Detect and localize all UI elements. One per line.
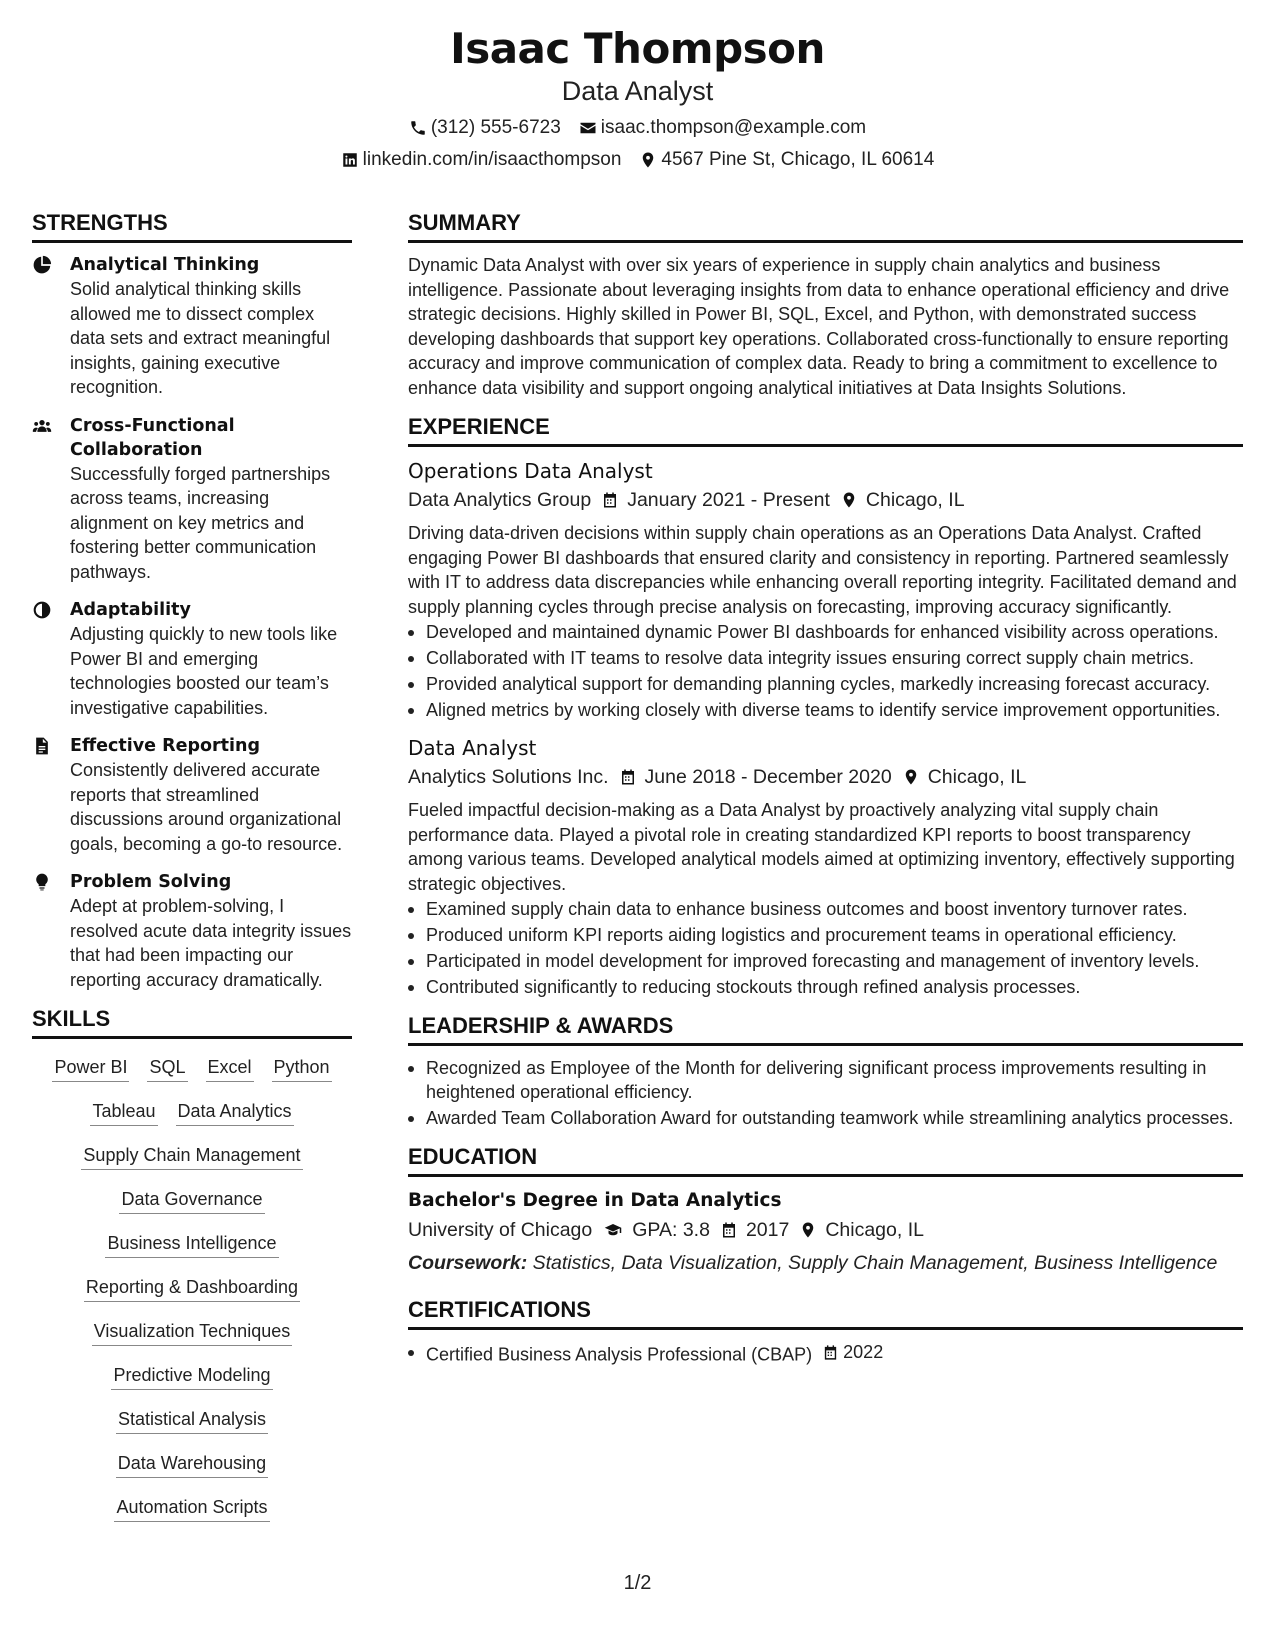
job-meta: [408, 762, 1243, 792]
phone-contact: [409, 116, 561, 140]
phone-text: (312) 555-6723: [430, 117, 561, 138]
contact-row-1: [0, 116, 1275, 140]
summary-heading: SUMMARY: [408, 210, 1243, 243]
company-name: Analytics Solutions Inc.: [408, 766, 609, 788]
strength-description: Solid analytical thinking skills allowed me to dissect complex data sets and extract meaningful insights, gaining executive recognition.: [70, 279, 331, 397]
job-bullet: Provided analytical support for demanding planning cycles, markedly increasing forecast accuracy.: [408, 672, 1243, 696]
skill-tag: Reporting & Dashboarding: [84, 1275, 300, 1302]
job-bullet: Participated in model development for improved forecasting and management of inventory levels.: [408, 949, 1243, 973]
skill-tag: Python: [272, 1055, 332, 1082]
graduation-year: 2017: [745, 1219, 790, 1241]
lightbulb-icon: [32, 872, 52, 892]
strengths-heading: STRENGTHS: [32, 210, 352, 243]
strength-item: [32, 414, 352, 585]
skill-tag: Data Governance: [119, 1187, 264, 1214]
map-marker-icon: [639, 151, 657, 169]
calendar-icon: [822, 1344, 839, 1361]
map-marker-icon: [799, 1221, 817, 1239]
job-location: Chicago, IL: [927, 766, 1027, 788]
skill-tag: Excel: [206, 1055, 254, 1082]
school-name: University of Chicago: [408, 1219, 593, 1241]
right-column: [408, 210, 1243, 1369]
contact-row-2: [0, 148, 1275, 172]
skill-tag: Predictive Modeling: [111, 1363, 272, 1390]
education-entry: [408, 1187, 1243, 1275]
address-text: 4567 Pine St, Chicago, IL 60614: [661, 149, 935, 170]
leadership-bullets: [408, 1056, 1243, 1130]
calendar-icon: [619, 768, 637, 786]
education-heading: EDUCATION: [408, 1144, 1243, 1177]
strength-title: Analytical Thinking: [70, 255, 260, 275]
job-dates: June 2018 - December 2020: [644, 766, 892, 788]
skill-tag: Data Warehousing: [116, 1451, 268, 1478]
strength-description: Adept at problem-solving, I resolved acute data integrity issues that had been impacting our reporting accuracy dramatically.: [70, 896, 352, 990]
left-column: [32, 210, 352, 1539]
job-bullets: [408, 620, 1243, 722]
strength-title: Effective Reporting: [70, 736, 260, 756]
summary-text: Dynamic Data Analyst with over six years of experience in supply chain analytics and business intelligence. Passionate about leveraging insights from data to enhance operational efficiency and drive strategic decisions. Highly skilled in Power BI, SQL, Excel, and Python, with demonstrated success developing dashboards that support key operations. Collaborated cross-functionally to ensure reporting accuracy and improve communication of complex data. Ready to bring a commitment to excellence to enhance data visibility and support ongoing analytical initiatives at Data Insights Solutions.: [408, 255, 1230, 398]
skills-list: [32, 1049, 352, 1539]
map-marker-icon: [840, 491, 858, 509]
coursework-list: Statistics, Data Visualization, Supply Chain Management, Business Intelligence: [532, 1252, 1218, 1274]
coursework: [408, 1251, 1243, 1275]
calendar-icon: [601, 491, 619, 509]
company-name: Data Analytics Group: [408, 489, 592, 511]
skill-tag: Power BI: [52, 1055, 129, 1082]
adjust-icon: [32, 600, 52, 620]
job-bullet: Collaborated with IT teams to resolve data integrity issues ensuring correct supply chain metrics.: [408, 646, 1243, 670]
job-dates: January 2021 - Present: [627, 489, 830, 511]
email-contact[interactable]: [579, 116, 866, 140]
strength-title: Problem Solving: [70, 872, 232, 892]
leadership-heading: LEADERSHIP & AWARDS: [408, 1013, 1243, 1046]
skill-tag: Automation Scripts: [114, 1495, 269, 1522]
job-title: Data Analyst: [408, 736, 537, 760]
pie-chart-icon: [32, 255, 52, 275]
file-icon: [32, 736, 52, 756]
job-bullets: [408, 897, 1243, 999]
education-location: Chicago, IL: [825, 1219, 924, 1241]
users-icon: [32, 416, 52, 436]
job-entry: [408, 457, 1243, 722]
skill-tag: SQL: [147, 1055, 187, 1082]
coursework-label: Coursework:: [408, 1252, 528, 1274]
linkedin-icon: [341, 151, 359, 169]
certification-year: 2022: [843, 1342, 884, 1362]
degree-title: Bachelor's Degree in Data Analytics: [408, 1190, 782, 1211]
certification-item: [408, 1340, 1243, 1367]
experience-heading: EXPERIENCE: [408, 414, 1243, 447]
linkedin-contact[interactable]: [341, 148, 622, 172]
leadership-bullet: Awarded Team Collaboration Award for outstanding teamwork while streamlining analytics processes.: [408, 1106, 1243, 1130]
certifications-heading: CERTIFICATIONS: [408, 1297, 1243, 1330]
strength-item: [32, 870, 352, 992]
skill-tag: Visualization Techniques: [92, 1319, 292, 1346]
gpa: GPA: 3.8: [632, 1219, 710, 1241]
strength-item: [32, 598, 352, 720]
job-description: Driving data-driven decisions within supply chain operations as an Operations Data Analyst. Crafted engaging Power BI dashboards that ensured clarity and consistency in reporting. Partnered seamlessly with IT to address data discrepancies while enhancing overall reporting integrity. Facilitated demand and supply planning cycles through precise analysis on forecasting, improving accuracy significantly.: [408, 523, 1237, 617]
envelope-icon: [579, 119, 597, 137]
graduation-cap-icon: [602, 1221, 624, 1239]
skill-tag: Statistical Analysis: [116, 1407, 268, 1434]
map-marker-icon: [902, 768, 920, 786]
job-bullet: Aligned metrics by working closely with diverse teams to identify service improvement opportunities.: [408, 698, 1243, 722]
job-bullet: Developed and maintained dynamic Power BI dashboards for enhanced visibility across operations.: [408, 620, 1243, 644]
education-meta: [408, 1215, 1243, 1245]
page-number: 1/2: [623, 1572, 652, 1594]
phone-icon: [409, 119, 427, 137]
calendar-icon: [720, 1221, 738, 1239]
skills-heading: SKILLS: [32, 1006, 352, 1039]
email-text[interactable]: isaac.thompson@example.com: [600, 117, 867, 138]
certifications-list: [408, 1340, 1243, 1367]
job-description: Fueled impactful decision-making as a Data Analyst by proactively analyzing vital supply chain performance data. Played a pivotal role in creating standardized KPI reports to boost transparency among various teams. Developed analytical models aimed at optimizing inventory, effectively supporting strategic objectives.: [408, 800, 1235, 894]
skill-tag: Data Analytics: [176, 1099, 294, 1126]
job-bullet: Examined supply chain data to enhance business outcomes and boost inventory turnover rates.: [408, 897, 1243, 921]
candidate-name: Isaac Thompson: [450, 24, 825, 73]
strength-item: [32, 734, 352, 856]
strength-item: [32, 253, 352, 400]
job-bullet: Produced uniform KPI reports aiding logistics and procurement teams in operational efficiency.: [408, 923, 1243, 947]
address-contact: [639, 148, 934, 172]
job-entry: [408, 734, 1243, 999]
strength-title: Cross-Functional Collaboration: [70, 415, 235, 460]
skill-tag: Business Intelligence: [105, 1231, 278, 1258]
certification-name: Certified Business Analysis Professional (CBAP): [426, 1344, 813, 1365]
job-bullet: Contributed significantly to reducing stockouts through refined analysis processes.: [408, 975, 1243, 999]
resume-header: [0, 22, 1275, 172]
strength-description: Consistently delivered accurate reports that streamlined discussions around organizational goals, becoming a go-to resource.: [70, 760, 343, 854]
job-location: Chicago, IL: [865, 489, 965, 511]
candidate-title: Data Analyst: [561, 76, 714, 106]
strength-description: Adjusting quickly to new tools like Power BI and emerging technologies boosted our team’s investigative capabilities.: [70, 624, 338, 718]
skill-tag: Tableau: [90, 1099, 157, 1126]
strength-title: Adaptability: [70, 600, 191, 620]
job-title: Operations Data Analyst: [408, 459, 653, 483]
linkedin-text[interactable]: linkedin.com/in/isaacthompson: [362, 149, 622, 170]
leadership-bullet: Recognized as Employee of the Month for delivering significant process improvements resulting in heightened operational efficiency.: [408, 1056, 1243, 1104]
strength-description: Successfully forged partnerships across teams, increasing alignment on key metrics and fostering better communication pathways.: [70, 463, 331, 582]
skill-tag: Supply Chain Management: [81, 1143, 302, 1170]
job-meta: [408, 485, 1243, 515]
